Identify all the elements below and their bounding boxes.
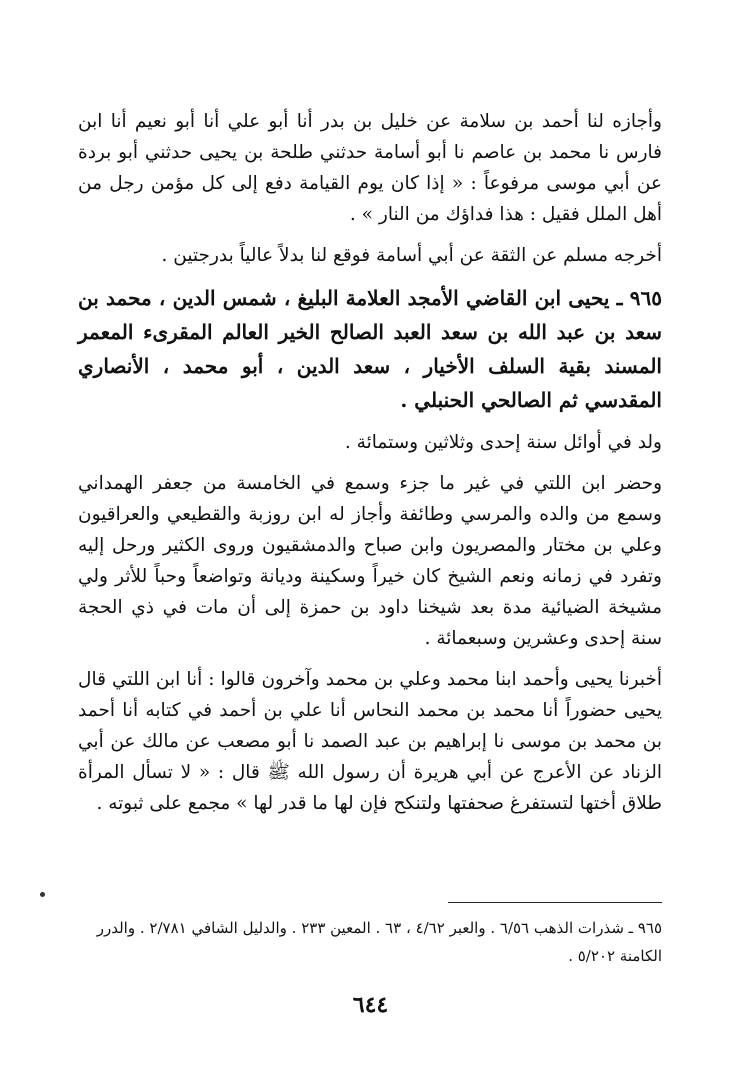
entry-number: ٩٦٥ ـ bbox=[616, 286, 662, 310]
scan-speck bbox=[40, 892, 45, 897]
paragraph-hadith-ijaza: وأجازه لنا أحمد بن سلامة عن خليل بن بدر أنا أبو علي أنا أبو نعيم أنا ابن فارس نا محمد بن عاصم نا أبو أسامة حدثني طلحة بن يحيى حدثني أبو بردة عن أبي موسى مرفوعاً : « إذا كان يوم القيامة دفع إلى كل مؤمن رجل من أهل الملل فقيل : هذا فداؤك من النار » . bbox=[78, 111, 662, 225]
biography-entry-heading bbox=[78, 281, 662, 417]
paragraph-teachers: وحضر ابن اللتي في غير ما جزء وسمع في الخامسة من جعفر الهمداني وسمع من والده والمرسي وطائفة وأجاز له ابن روزبة والقطيعي والعراقيون وعلي بن مختار والمصريون وابن صباح والدمشقيون وروى الكثير ورحل إليه وتفرد في زمانه ونعم الشيخ كان خيراً وسكينة وديانة وتواضعاً وحباً للأثر ولي مشيخة الضيائية مدة بعد شيخنا داود بن حمزة إلى أن مات في ذي الحجة سنة إحدى وعشرين وسبعمائة . bbox=[78, 473, 662, 649]
footnote-divider bbox=[448, 902, 662, 903]
entry-heading-text: يحيى ابن القاضي الأمجد العلامة البليغ ، شمس الدين ، محمد بن سعد بن عبد الله بن سعد العبد الصالح الخير العالم المقرىء المعمر المسند بقية السلف الأخيار ، سعد الدين ، أبو محمد ، الأنصاري المقدسي ثم الصالحي الحنبلي . bbox=[78, 286, 662, 412]
paragraph-takhrij: أخرجه مسلم عن الثقة عن أبي أسامة فوقع لنا بدلاً عالياً بدرجتين . bbox=[161, 245, 662, 266]
paragraph-hadith-isnad: أخبرنا يحيى وأحمد ابنا محمد وعلي بن محمد وآخرون قالوا : أنا ابن اللتي قال يحيى حضوراً أنا محمد بن محمد النحاس أنا علي بن أحمد في كتابه أنا أحمد بن محمد بن موسى نا إبراهيم بن عبد الصمد نا أبو مصعب عن مالك عن أبي الزناد عن الأعرج عن أبي هريرة أن رسول الله ﷺ قال : « لا تسأل المرأة طلاق أختها لتستفرغ صحفتها ولتنكح فإن لها ما قدر لها » مجمع على ثبوته . bbox=[78, 669, 662, 814]
page-number: ٦٤٤ bbox=[352, 992, 389, 1018]
paragraph-birth: ولد في أوائل سنة إحدى وثلاثين وستمائة . bbox=[344, 432, 662, 453]
page-body bbox=[78, 106, 662, 819]
footnote-text: ٩٦٥ ـ شذرات الذهب ٦/٥٦ . والعبر ٤/٦٢ ، ٦٣ . المعين ٢٣٣ . والدليل الشافي ٢/٧٨١ . والدرر الكامنة ٥/٢٠٢ . bbox=[96, 919, 662, 965]
